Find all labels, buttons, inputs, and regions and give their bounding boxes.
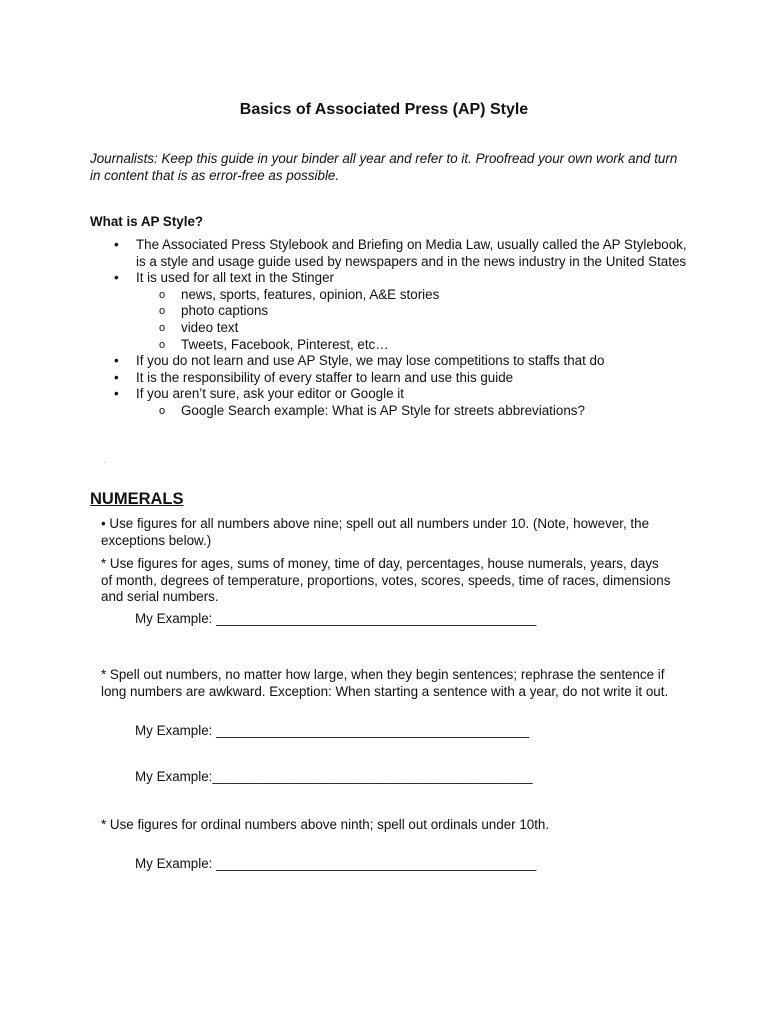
bullet-icon: • (114, 237, 119, 252)
circle-bullet-icon: o (159, 288, 166, 301)
list-item (90, 237, 690, 270)
sub-list (136, 403, 690, 420)
circle-bullet-icon: o (159, 338, 166, 351)
numerals-rule-1: • Use figures for all numbers above nine; spell out all numbers under 10. (Note, however, the exceptions below.) (101, 516, 650, 548)
sub-list (136, 287, 690, 353)
bullet-icon: • (114, 270, 119, 286)
bullet-icon: • (114, 386, 119, 402)
circle-bullet-icon: o (159, 321, 166, 334)
what-is-ap-style-heading: What is AP Style? (90, 214, 204, 229)
numerals-rule-4: * Use figures for ordinal numbers above ninth; spell out ordinals under 10th. (101, 817, 550, 832)
what-is-ap-style-list (90, 237, 690, 420)
numerals-heading: NUMERALS (90, 490, 184, 508)
list-item-text: The Associated Press Stylebook and Briefing on Media Law, usually called the AP Stylebook, is a style and usage guide used by newspapers and in the news industry in the United States (136, 237, 687, 269)
sub-list-item-text: video text (181, 319, 239, 335)
list-item-text: It is the responsibility of every staffer to learn and use this guide (136, 369, 514, 385)
example-line-4: My Example: ___________________________________________ (135, 856, 537, 871)
sub-list-item-text: Tweets, Facebook, Pinterest, etc… (181, 336, 389, 352)
list-item (90, 270, 690, 353)
circle-bullet-icon: o (159, 305, 166, 318)
sub-list-item-text: Google Search example: What is AP Style for streets abbreviations? (181, 402, 585, 418)
list-item-text: It is used for all text in the Stinger (136, 270, 334, 286)
list-item (90, 370, 690, 387)
intro-paragraph: Journalists: Keep this guide in your binder all year and refer to it. Proofread your own work and turn in content that is as error-free as possible. (90, 151, 678, 183)
example-line-2: My Example: __________________________________________ (135, 723, 529, 738)
bullet-icon: • (114, 353, 119, 369)
list-item-text: If you aren’t sure, ask your editor or Google it (136, 386, 404, 402)
numerals-rule-3: * Spell out numbers, no matter how large, when they begin sentences; rephrase the sentence if long numbers are awkward. Exception: When starting a sentence with a year, do not write it out. (101, 667, 669, 699)
sub-list-item (136, 303, 690, 320)
bullet-icon: • (114, 369, 119, 385)
list-item-text: If you do not learn and use AP Style, we may lose competitions to staffs that do (136, 353, 605, 369)
sub-list-item-text: news, sports, features, opinion, A&E stories (181, 286, 440, 302)
sub-list-item (136, 320, 690, 337)
list-item (90, 353, 690, 370)
sub-list-item (136, 287, 690, 304)
page-title: Basics of Associated Press (AP) Style (239, 101, 529, 118)
circle-bullet-icon: o (159, 404, 166, 417)
stray-dot-mark: · (103, 458, 106, 467)
example-line-1: My Example: ___________________________________________ (135, 611, 537, 626)
sub-list-item-text: photo captions (181, 303, 269, 319)
list-item (90, 386, 690, 419)
example-line-3: My Example:___________________________________________ (135, 769, 533, 784)
sub-list-item (136, 403, 690, 420)
numerals-rule-2: * Use figures for ages, sums of money, time of day, percentages, house numerals, years, days of month, degrees of temperature, proportions, votes, scores, speeds, time of races, dimensions and serial numbers. (101, 556, 671, 605)
sub-list-item (136, 337, 690, 354)
